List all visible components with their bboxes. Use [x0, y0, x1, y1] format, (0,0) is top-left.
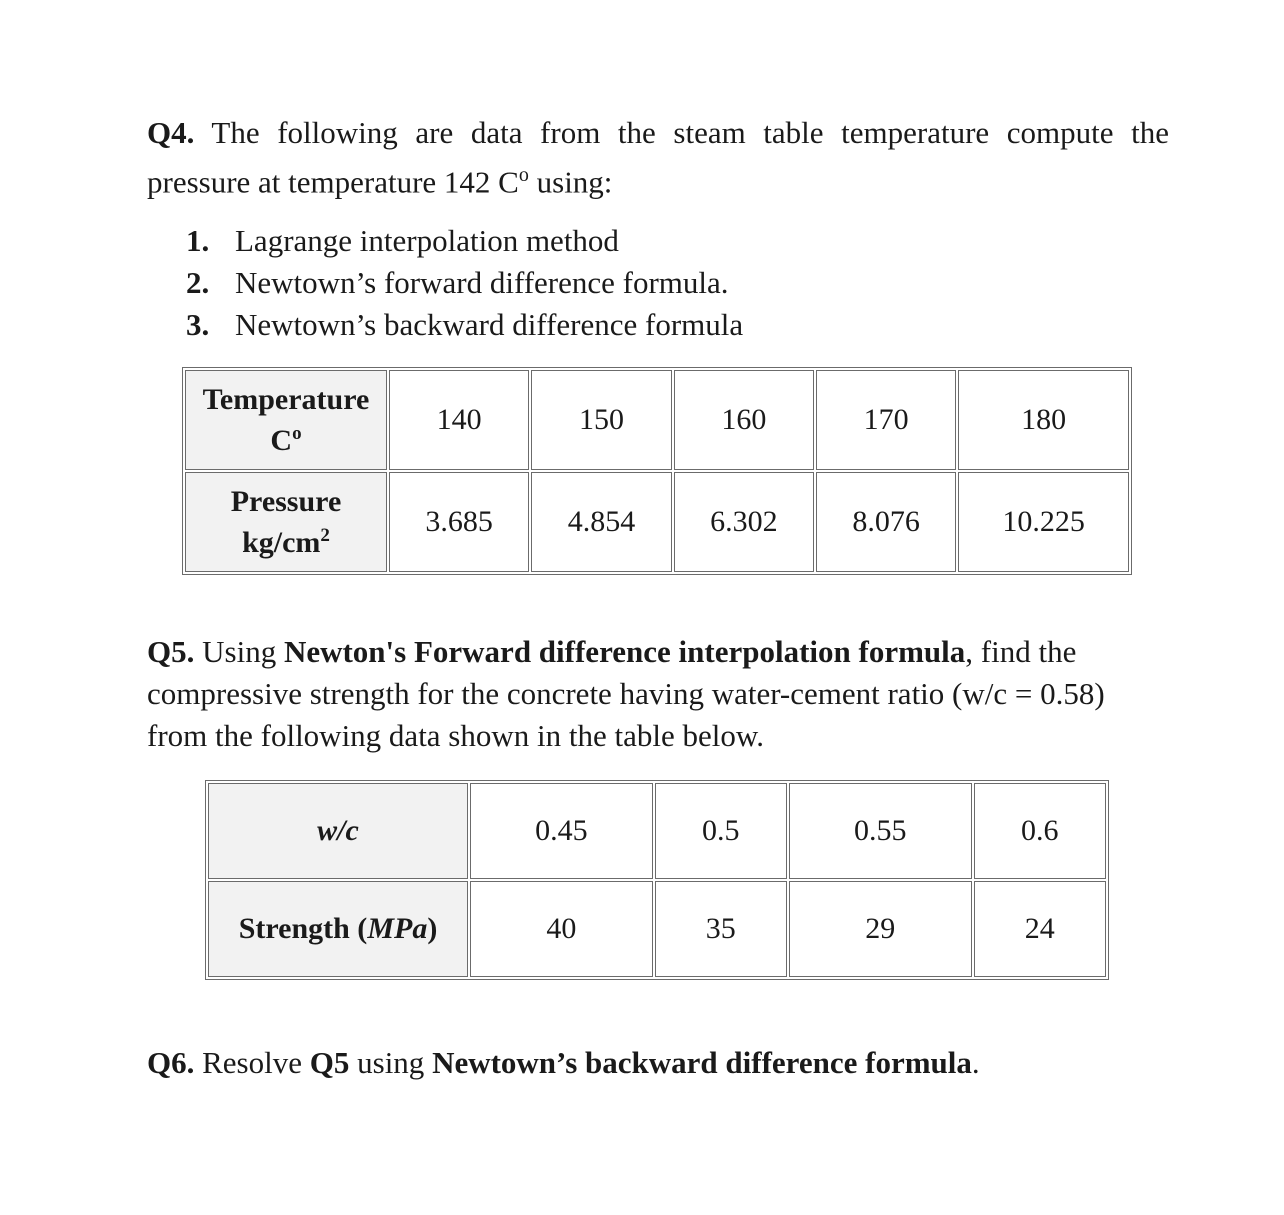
list-item: [186, 304, 743, 346]
q5-method: Newton's Forward difference interpolation formula: [283, 634, 966, 669]
q6-label: Q6.: [147, 1045, 195, 1080]
q6-text-1: Resolve: [194, 1045, 310, 1080]
q6-text-2: using: [349, 1045, 433, 1080]
header-unit: [186, 417, 386, 458]
unit-text: C: [270, 423, 293, 457]
steam-table: [182, 367, 1132, 575]
question-6-text: [147, 1042, 980, 1084]
wc-header: w/c: [208, 783, 468, 879]
list-text: Newtown’s backward difference formula: [235, 307, 744, 342]
list-item: [186, 262, 743, 304]
table-cell: 8.076: [816, 472, 956, 572]
table-row: [185, 370, 1129, 470]
table-row: [208, 881, 1106, 977]
question-4-text: [147, 112, 1169, 203]
q4-body: The following are data from the steam table temperature compute the pressure at temperature 142 C: [147, 115, 1169, 200]
table-cell: 180: [958, 370, 1129, 470]
table-cell: 3.685: [389, 472, 529, 572]
q6-ref: Q5: [309, 1045, 350, 1080]
unit-sup: o: [292, 422, 302, 444]
table-cell: 4.854: [531, 472, 671, 572]
header-line: Pressure: [230, 484, 342, 518]
list-number: 2.: [186, 265, 210, 300]
q5-text-2: , find the compressive strength for the concrete having water-cement ratio (w/c = 0.58) from the following data shown in the table below.: [147, 634, 1105, 753]
concrete-table: [205, 780, 1109, 980]
list-number: 1.: [186, 223, 210, 258]
q6-text-3: .: [971, 1045, 980, 1080]
header-text: Strength (: [238, 912, 368, 945]
question-5-text: [147, 631, 1127, 757]
table-cell: 0.5: [655, 783, 787, 879]
list-number: 3.: [186, 307, 210, 342]
table-cell: 24: [974, 881, 1106, 977]
temperature-header: [185, 370, 387, 470]
header-text-end: ): [427, 912, 438, 945]
unit-sup: 2: [320, 524, 330, 546]
table-cell: 0.45: [470, 783, 653, 879]
strength-header: [208, 881, 468, 977]
table-cell: 10.225: [958, 472, 1129, 572]
table-row: [185, 472, 1129, 572]
table-cell: 40: [470, 881, 653, 977]
table-row: [208, 783, 1106, 879]
q4-body-end: using:: [528, 164, 613, 200]
table-cell: 29: [789, 881, 972, 977]
table-cell: 160: [674, 370, 814, 470]
list-text: Lagrange interpolation method: [235, 223, 619, 258]
pressure-header: [185, 472, 387, 572]
table-cell: 0.55: [789, 783, 972, 879]
q5-label: Q5.: [147, 634, 195, 669]
table-cell: 35: [655, 881, 787, 977]
header-line: Temperature: [202, 382, 370, 416]
q6-method: Newtown’s backward difference formula: [432, 1045, 972, 1080]
header-unit: [186, 519, 386, 560]
q5-text-1: Using: [194, 634, 284, 669]
table-cell: 170: [816, 370, 956, 470]
list-item: [186, 220, 743, 262]
table-cell: 6.302: [674, 472, 814, 572]
table-cell: 0.6: [974, 783, 1106, 879]
list-text: Newtown’s forward difference formula.: [235, 265, 729, 300]
q4-label: Q4.: [147, 115, 195, 150]
unit-text: kg/cm: [242, 525, 321, 559]
q4-degree: o: [518, 164, 529, 186]
q4-methods-list: [186, 220, 743, 346]
header-unit: MPa: [367, 912, 428, 945]
table-cell: 150: [531, 370, 671, 470]
table-cell: 140: [389, 370, 529, 470]
